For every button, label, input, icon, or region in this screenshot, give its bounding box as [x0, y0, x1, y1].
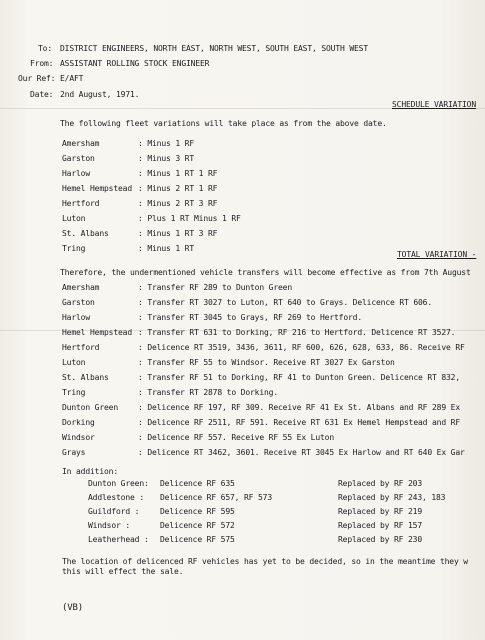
fleet-change: : Minus 1 RT — [138, 244, 194, 253]
addition-garage: Leatherhead : — [88, 535, 149, 544]
fleet-garage: Hertford — [62, 199, 100, 208]
addition-delicence: Delicence RF 595 — [160, 507, 235, 516]
fleet-change: : Minus 2 RT 3 RF — [138, 199, 218, 208]
transfer-detail: : Transfer RF 51 to Dorking, RF 41 to Dunton Green. Delicence RT 832, — [138, 373, 460, 382]
from-value: ASSISTANT ROLLING STOCK ENGINEER — [60, 59, 210, 68]
addition-garage: Dunton Green: — [88, 479, 149, 488]
addition-replaced: Replaced by RF 157 — [338, 521, 422, 530]
from-label: From: — [30, 59, 54, 68]
transfer-garage: Hertford — [62, 343, 100, 352]
addition-replaced: Replaced by RF 219 — [338, 507, 422, 516]
fleet-garage: Luton — [62, 214, 86, 223]
fleet-garage: Amersham — [62, 139, 100, 148]
fleet-change: : Minus 1 RT 1 RF — [138, 169, 218, 178]
transfer-garage: Dorking — [62, 418, 95, 427]
addition-garage: Windsor : — [88, 521, 130, 530]
to-label: To: — [38, 44, 52, 53]
transfer-detail: : Delicence RT 3519, 3436, 3611, RF 600, 626, 628, 633, 86. Receive RF — [138, 343, 465, 352]
footer-initials: (VB) — [62, 603, 84, 613]
fleet-change: : Minus 2 RT 1 RF — [138, 184, 218, 193]
transfer-detail: : Delicence RF 197, RF 309. Receive RF 41 Ex St. Albans and RF 289 Ex — [138, 403, 460, 412]
fleet-garage: Tring — [62, 244, 86, 253]
fleet-intro: The following fleet variations will take place as from the above date. — [60, 119, 387, 128]
transfer-garage: Tring — [62, 388, 86, 397]
addition-replaced: Replaced by RF 230 — [338, 535, 422, 544]
transfer-garage: Dunton Green — [62, 403, 118, 412]
date-label: Date: — [30, 90, 54, 99]
closing-line-2: this will effect the sale. — [62, 567, 184, 576]
transfer-garage: Luton — [62, 358, 86, 367]
transfer-detail: : Delicence RF 557. Receive RF 55 Ex Luton — [138, 433, 334, 442]
fleet-garage: Hemel Hempstead — [62, 184, 132, 193]
closing-line-1: The location of delicenced RF vehicles has yet to be decided, so in the meantime they w — [62, 557, 468, 566]
ref-value: E/AFT — [60, 74, 84, 83]
transfer-detail: : Transfer RF 289 to Dunton Green — [138, 283, 292, 292]
fleet-change: : Plus 1 RT Minus 1 RF — [138, 214, 241, 223]
addition-garage: Addlestone : — [88, 493, 144, 502]
transfer-garage: St. Albans — [62, 373, 109, 382]
addition-garage: Guildford : — [88, 507, 140, 516]
fleet-change: : Minus 3 RT — [138, 154, 194, 163]
transfer-garage: Amersham — [62, 283, 100, 292]
transfer-garage: Windsor — [62, 433, 95, 442]
fleet-garage: Harlow — [62, 169, 90, 178]
transfer-detail: : Transfer RF 55 to Windsor. Receive RT 3027 Ex Garston — [138, 358, 395, 367]
transfer-detail: : Transfer RT 3027 to Luton, RT 640 to Grays. Delicence RT 606. — [138, 298, 432, 307]
addition-delicence: Delicence RF 657, RF 573 — [160, 493, 272, 502]
transfer-garage: Grays — [62, 448, 86, 457]
transfer-detail: : Transfer RT 631 to Dorking, RF 216 to Hertford. Delicence RT 3527. — [138, 328, 456, 337]
transfer-garage: Hemel Hempstead — [62, 328, 132, 337]
addition-delicence: Delicence RF 635 — [160, 479, 235, 488]
to-value: DISTRICT ENGINEERS, NORTH EAST, NORTH WEST, SOUTH EAST, SOUTH WEST — [60, 44, 368, 53]
addition-delicence: Delicence RF 575 — [160, 535, 235, 544]
fleet-change: : Minus 1 RT 3 RF — [138, 229, 218, 238]
addition-replaced: Replaced by RF 243, 183 — [338, 493, 446, 502]
date-value: 2nd August, 1971. — [60, 90, 140, 99]
transfer-detail: : Delicence RF 2511, RF 591. Receive RT 631 Ex Hemel Hempstead and RF — [138, 418, 460, 427]
transfer-garage: Garston — [62, 298, 95, 307]
fleet-garage: Garston — [62, 154, 95, 163]
addition-replaced: Replaced by RF 203 — [338, 479, 422, 488]
transfer-garage: Harlow — [62, 313, 90, 322]
schedule-variation-heading: SCHEDULE VARIATION — [392, 100, 476, 109]
transfer-detail: : Delicence RT 3462, 3601. Receive RT 3045 Ex Harlow and RT 640 Ex Gar — [138, 448, 465, 457]
fleet-garage: St. Albans — [62, 229, 109, 238]
ref-label: Our Ref: — [18, 74, 56, 83]
transfer-detail: : Transfer RT 3045 to Grays, RF 269 to Hertford. — [138, 313, 362, 322]
transfer-detail: : Transfer RT 2878 to Dorking. — [138, 388, 278, 397]
addition-heading: In addition: — [62, 467, 118, 476]
transfers-intro: Therefore, the undermentioned vehicle transfers will become effective as from 7th August — [60, 268, 471, 277]
addition-delicence: Delicence RF 572 — [160, 521, 235, 530]
total-variation-heading: TOTAL VARIATION - — [397, 250, 477, 259]
fleet-change: : Minus 1 RF — [138, 139, 194, 148]
